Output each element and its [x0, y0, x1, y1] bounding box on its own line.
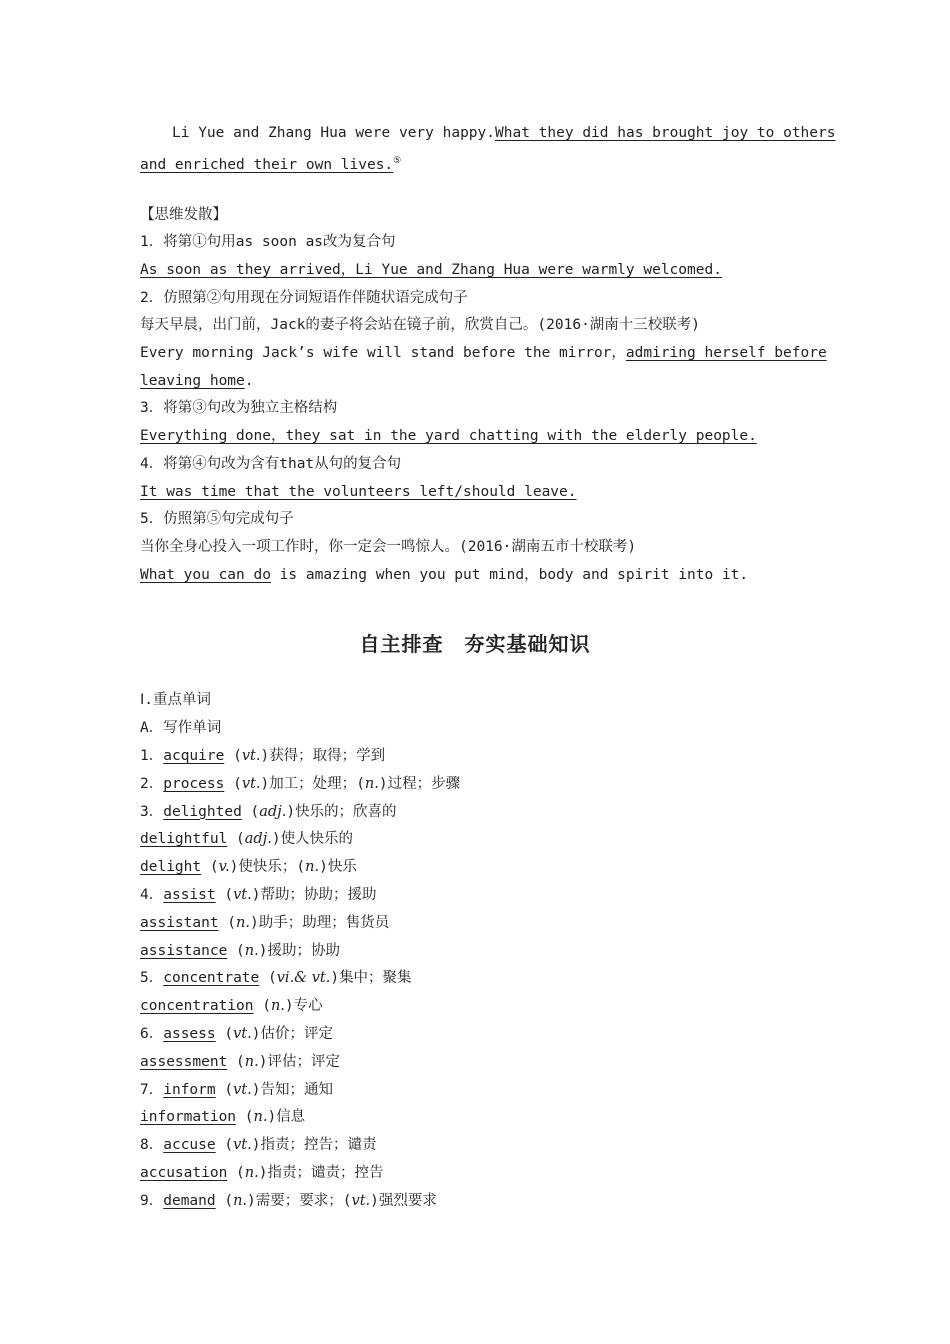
part-of-speech: n. — [244, 1053, 259, 1070]
vocab-meaning: 获得；取得；学到 — [269, 748, 386, 764]
part-of-speech: vt. — [241, 775, 261, 792]
vocab-entry — [140, 802, 397, 822]
paren-close: ) — [247, 1192, 256, 1209]
vocab-number: 2． — [140, 775, 164, 792]
vocab-meaning: 使快乐； — [238, 859, 297, 876]
vocab-meaning: 告知；通知 — [260, 1081, 333, 1098]
answer-4: It was time that the volunteers left/should leave. — [140, 484, 577, 500]
part-of-speech: n. — [253, 1109, 268, 1126]
vocab-number: 5． — [140, 970, 164, 987]
paren-open: ( — [215, 1026, 234, 1042]
vocab-meaning: 专心 — [293, 998, 323, 1015]
question-1: 1．将第①句用as soon as改为复合句 — [140, 234, 396, 250]
paren-close: ) — [260, 748, 270, 764]
paren-close: ) — [271, 831, 281, 848]
vocab-meaning: 评估；评定 — [267, 1053, 340, 1070]
vocab-subheading: A．写作单词 — [140, 720, 222, 736]
part-of-speech: n. — [305, 859, 320, 876]
paren-open: ( — [215, 1081, 234, 1098]
paren-open: ( — [296, 859, 306, 876]
part-of-speech: n. — [233, 1192, 248, 1209]
part-of-speech: n. — [270, 998, 285, 1015]
paren-open: ( — [236, 1109, 254, 1126]
underlined-answer: and enriched their own lives. — [140, 156, 394, 173]
vocab-word: assess — [163, 1026, 216, 1042]
part-of-speech: vt. — [233, 1081, 252, 1098]
question-5-chinese: 当你全身心投入一项工作时，你一定会一鸣惊人。(2016·湖南五市十校联考) — [140, 539, 637, 555]
paren-open: ( — [342, 1192, 352, 1209]
vocab-meaning: 指责；控告；谴责 — [260, 1137, 377, 1154]
part-of-speech: vt. — [241, 748, 261, 764]
vocab-number: 7． — [140, 1081, 164, 1098]
vocab-number: 8． — [140, 1137, 164, 1154]
part-of-speech: v. — [218, 859, 230, 876]
vocab-entry — [140, 1135, 376, 1155]
part-of-speech: vt. — [351, 1192, 371, 1209]
underlined-answer: What you can do — [140, 567, 271, 583]
vocab-entry — [140, 1024, 333, 1044]
paren-open: ( — [215, 887, 234, 903]
vocab-meaning: 加工；处理； — [269, 775, 357, 792]
vocab-number: 9． — [140, 1192, 164, 1209]
vocab-entry — [140, 1080, 333, 1100]
vocab-word: concentration — [140, 998, 254, 1015]
vocab-word: concentrate — [163, 970, 260, 987]
paren-open: ( — [241, 803, 260, 820]
vocab-meaning: 估价；评定 — [260, 1026, 333, 1042]
vocab-meaning: 快乐 — [327, 859, 357, 876]
part-of-speech: adj. — [259, 803, 287, 820]
vocab-entry — [140, 1191, 437, 1211]
paren-close: ) — [251, 1026, 261, 1042]
vocab-meaning: 援助；协助 — [267, 942, 340, 959]
vocab-entry — [140, 857, 357, 877]
question-2-chinese: 每天早晨，出门前，Jack的妻子将会站在镜子前，欣赏自己。(2016·湖南十三校联考) — [140, 317, 701, 333]
part-of-speech: vt. — [233, 1026, 252, 1042]
question-2-english-cont: leaving home. — [140, 373, 254, 389]
paren-close: ) — [250, 914, 259, 931]
vocab-entry — [140, 1163, 383, 1183]
section-title: 自主排查 夯实基础知识 — [359, 632, 591, 656]
paren-close: ) — [251, 1081, 261, 1098]
vocab-entry — [140, 1052, 340, 1072]
vocab-meaning: 过程；步骤 — [387, 775, 461, 792]
vocab-meaning: 帮助；协助；援助 — [260, 887, 377, 903]
vocab-number: 3． — [140, 803, 164, 820]
vocab-meaning: 强烈要求 — [378, 1192, 437, 1209]
vocab-entry — [140, 913, 389, 933]
answer-3: Everything done，they sat in the yard chatting with the elderly people. — [140, 428, 757, 444]
paren-close: ) — [260, 775, 270, 792]
paren-close: ) — [258, 942, 268, 959]
paren-close: ) — [229, 859, 239, 876]
vocab-word: acquire — [163, 748, 225, 764]
paren-close: ) — [286, 803, 296, 820]
vocab-meaning: 需要；要求； — [255, 1192, 343, 1209]
thinking-heading: 【思维发散】 — [140, 207, 227, 223]
part-of-speech: vi.& vt. — [276, 970, 331, 987]
vocab-meaning: 信息 — [276, 1109, 306, 1126]
underlined-answer: What they did has brought joy to others — [495, 125, 836, 141]
vocab-word: demand — [163, 1192, 216, 1209]
vocab-meaning: 指责；谴责；控告 — [267, 1165, 384, 1181]
answer-1: As soon as they arrived，Li Yue and Zhang Hua were warmly welcomed. — [140, 262, 722, 278]
vocab-meaning: 助手；助理；售货员 — [258, 914, 390, 931]
vocab-entry — [140, 774, 460, 794]
question-5: 5．仿照第⑤句完成句子 — [140, 511, 294, 527]
vocab-word: delightful — [140, 831, 228, 848]
paren-close: ) — [284, 998, 294, 1015]
vocab-word: assistant — [140, 914, 219, 931]
paren-close: ) — [319, 859, 328, 876]
question-2-english: Every morning Jack’s wife will stand before the mirror，admiring herself before — [140, 345, 827, 361]
vocab-number: 6． — [140, 1026, 164, 1042]
vocab-word: assist — [163, 887, 216, 903]
passage-line-2 — [140, 151, 401, 175]
paren-open: ( — [215, 1137, 234, 1154]
paren-close: ) — [330, 970, 340, 987]
vocab-word: accuse — [163, 1137, 216, 1154]
paren-close: ) — [370, 1192, 379, 1209]
circled-number-marker: ⑤ — [393, 156, 402, 166]
part-of-speech: n. — [244, 1165, 259, 1181]
paren-open: ( — [201, 859, 219, 876]
vocab-entry — [140, 996, 323, 1016]
question-2: 2．仿照第②句用现在分词短语作伴随状语完成句子 — [140, 290, 468, 306]
vocab-entry — [140, 746, 385, 766]
vocab-word: process — [163, 775, 225, 792]
paren-open: ( — [227, 942, 245, 959]
paren-open: ( — [227, 1165, 245, 1181]
paren-close: ) — [258, 1053, 268, 1070]
underlined-answer: leaving home — [140, 373, 245, 389]
vocab-meaning: 使人快乐的 — [280, 831, 354, 848]
vocab-meaning: 快乐的；欣喜的 — [295, 803, 397, 820]
question-4: 4．将第④句改为含有that从句的复合句 — [140, 456, 402, 472]
paren-open: ( — [227, 1053, 245, 1070]
vocab-entry — [140, 885, 376, 905]
paren-open: ( — [259, 970, 277, 987]
part-of-speech: n. — [236, 914, 250, 931]
part-of-speech: n. — [244, 942, 259, 959]
part-of-speech: adj. — [244, 831, 272, 848]
vocab-word: delighted — [163, 803, 242, 820]
vocab-number: 1． — [140, 748, 164, 764]
passage-line-1: Li Yue and Zhang Hua were very happy.What they did has brought joy to others — [172, 125, 836, 141]
question-3: 3．将第③句改为独立主格结构 — [140, 400, 338, 416]
paren-open: ( — [215, 1192, 234, 1209]
vocab-word: information — [140, 1109, 237, 1126]
vocab-word: accusation — [140, 1165, 228, 1181]
paren-open: ( — [218, 914, 237, 931]
vocab-entry — [140, 829, 353, 849]
underlined-answer: admiring herself before — [625, 345, 827, 361]
paren-open: ( — [253, 998, 271, 1015]
part-of-speech: vt. — [233, 1137, 252, 1154]
paren-close: ) — [258, 1165, 268, 1181]
vocab-heading: Ⅰ.重点单词 — [140, 692, 212, 708]
vocab-entry — [140, 941, 340, 961]
paren-close: ) — [267, 1109, 277, 1126]
vocab-word: assessment — [140, 1053, 228, 1070]
paren-open: ( — [356, 775, 365, 792]
paren-open: ( — [227, 831, 245, 848]
part-of-speech: n. — [364, 775, 379, 792]
part-of-speech: vt. — [233, 887, 252, 903]
vocab-entry — [140, 1107, 305, 1127]
vocab-number: 4． — [140, 887, 164, 903]
paren-close: ) — [251, 887, 261, 903]
paren-close: ) — [378, 775, 388, 792]
paren-open: ( — [224, 775, 242, 792]
question-5-english: What you can do is amazing when you put mind，body and spirit into it. — [140, 567, 749, 583]
vocab-word: assistance — [140, 942, 228, 959]
vocab-word: inform — [163, 1081, 216, 1098]
paren-close: ) — [251, 1137, 261, 1154]
paren-open: ( — [224, 748, 242, 764]
vocab-entry — [140, 968, 412, 988]
vocab-word: delight — [140, 859, 202, 876]
vocab-meaning: 集中；聚集 — [339, 970, 412, 987]
